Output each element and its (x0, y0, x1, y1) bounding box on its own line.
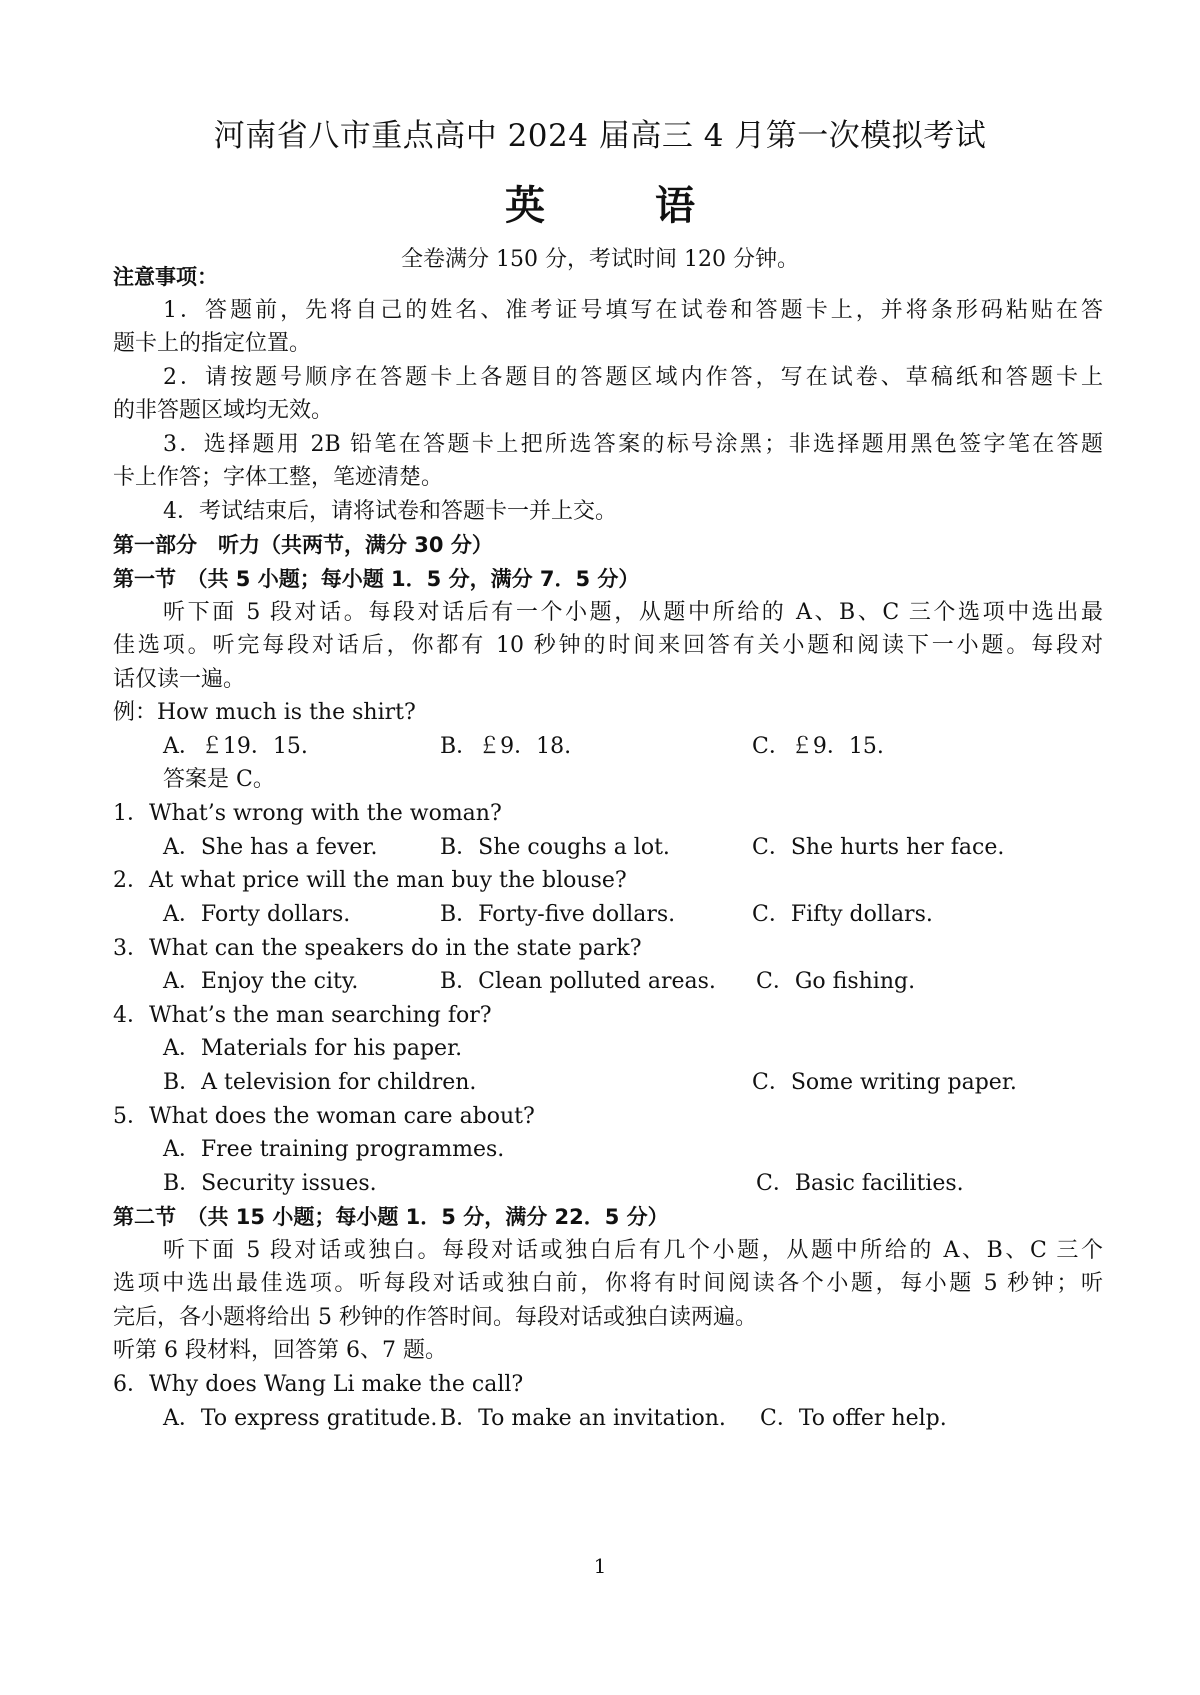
notice-item-1-line1: 1．答题前，先将自己的姓名、准考证号填写在试卷和答题卡上，并将条形码粘贴在答 (163, 298, 1103, 323)
section2-heading: 第二节 （共 15 小题；每小题 1．5 分，满分 22．5 分） (113, 1205, 669, 1229)
question-4: 4．What’s the man searching for? (113, 1003, 492, 1028)
notice-heading: 注意事项： (113, 265, 218, 289)
question-3: 3．What can the speakers do in the state park? (113, 936, 642, 961)
subject-title (0, 182, 1200, 230)
q2-option-b: B．Forty-five dollars. (440, 902, 676, 927)
subject-char-2: 语 (655, 183, 695, 229)
q5-option-c: C．Basic facilities. (756, 1171, 964, 1196)
section2-instr-line1: 听下面 5 段对话或独白。每段对话或独白后有几个小题，从题中所给的 A、B、C 三个 (163, 1238, 1103, 1263)
q1-option-a: A．She has a fever. (163, 835, 378, 860)
q4-option-a: A．Materials for his paper. (163, 1036, 463, 1061)
q5-option-b: B．Security issues. (163, 1171, 377, 1196)
q6-option-a: A．To express gratitude. (163, 1406, 438, 1431)
notice-item-3-line2: 卡上作答；字体工整，笔迹清楚。 (113, 465, 444, 490)
q6-option-b: B．To make an invitation. (440, 1406, 726, 1431)
page-number: 1 (593, 1554, 607, 1578)
section1-instr-line2: 佳选项。听完每段对话后，你都有 10 秒钟的时间来回答有关小题和阅读下一小题。每段对 (113, 633, 1103, 658)
notice-item-2-line2: 的非答题区域均无效。 (113, 398, 334, 423)
example-option-c: C．￡9．15. (752, 734, 884, 759)
question-5: 5．What does the woman care about? (113, 1104, 535, 1129)
notice-item-2-line1: 2．请按题号顺序在答题卡上各题目的答题区域内作答，写在试卷、草稿纸和答题卡上 (163, 365, 1103, 390)
q4-option-c: C．Some writing paper. (752, 1070, 1017, 1095)
q4-option-b: B．A television for children. (163, 1070, 477, 1095)
section1-instr-line3: 话仅读一遍。 (113, 667, 246, 692)
notice-item-4-line1: 4．考试结束后，请将试卷和答题卡一并上交。 (163, 499, 617, 524)
notice-item-1-line2: 题卡上的指定位置。 (113, 331, 312, 356)
question-1: 1．What’s wrong with the woman? (113, 801, 502, 826)
section1-heading: 第一节 （共 5 小题；每小题 1．5 分，满分 7．5 分） (113, 567, 640, 591)
q5-option-a: A．Free training programmes. (163, 1137, 505, 1162)
material-6-heading: 听第 6 段材料，回答第 6、7 题。 (113, 1338, 447, 1363)
exam-title: 河南省八市重点高中 2024 届高三 4 月第一次模拟考试 (213, 118, 987, 154)
exam-meta: 全卷满分 150 分，考试时间 120 分钟。 (401, 247, 799, 272)
example-question: 例：How much is the shirt? (113, 700, 416, 725)
question-6: 6．Why does Wang Li make the call? (113, 1372, 524, 1397)
subject-char-1: 英 (505, 183, 545, 229)
q1-option-c: C．She hurts her face. (752, 835, 1005, 860)
section2-instr-line2: 选项中选出最佳选项。听每段对话或独白前，你将有时间阅读各个小题，每小题 5 秒钟；听 (113, 1271, 1103, 1296)
q6-option-c: C．To offer help. (760, 1406, 947, 1431)
q3-option-b: B．Clean polluted areas. (440, 969, 716, 994)
section2-instr-line3: 完后，各小题将给出 5 秒钟的作答时间。每段对话或独白读两遍。 (113, 1305, 757, 1330)
notice-item-3-line1: 3．选择题用 2B 铅笔在答题卡上把所选答案的标号涂黑；非选择题用黑色签字笔在答题 (163, 432, 1103, 457)
example-answer: 答案是 C。 (163, 767, 275, 792)
q3-option-a: A．Enjoy the city. (163, 969, 359, 994)
section1-instr-line1: 听下面 5 段对话。每段对话后有一个小题，从题中所给的 A、B、C 三个选项中选出最 (163, 600, 1103, 625)
question-2: 2．At what price will the man buy the blouse? (113, 868, 627, 893)
q1-option-b: B．She coughs a lot. (440, 835, 670, 860)
example-option-a: A．￡19．15. (163, 734, 308, 759)
part1-heading: 第一部分 听力（共两节，满分 30 分） (113, 533, 493, 557)
q3-option-c: C．Go fishing. (756, 969, 916, 994)
q2-option-a: A．Forty dollars. (163, 902, 351, 927)
example-option-b: B．￡9．18. (440, 734, 572, 759)
q2-option-c: C．Fifty dollars. (752, 902, 933, 927)
